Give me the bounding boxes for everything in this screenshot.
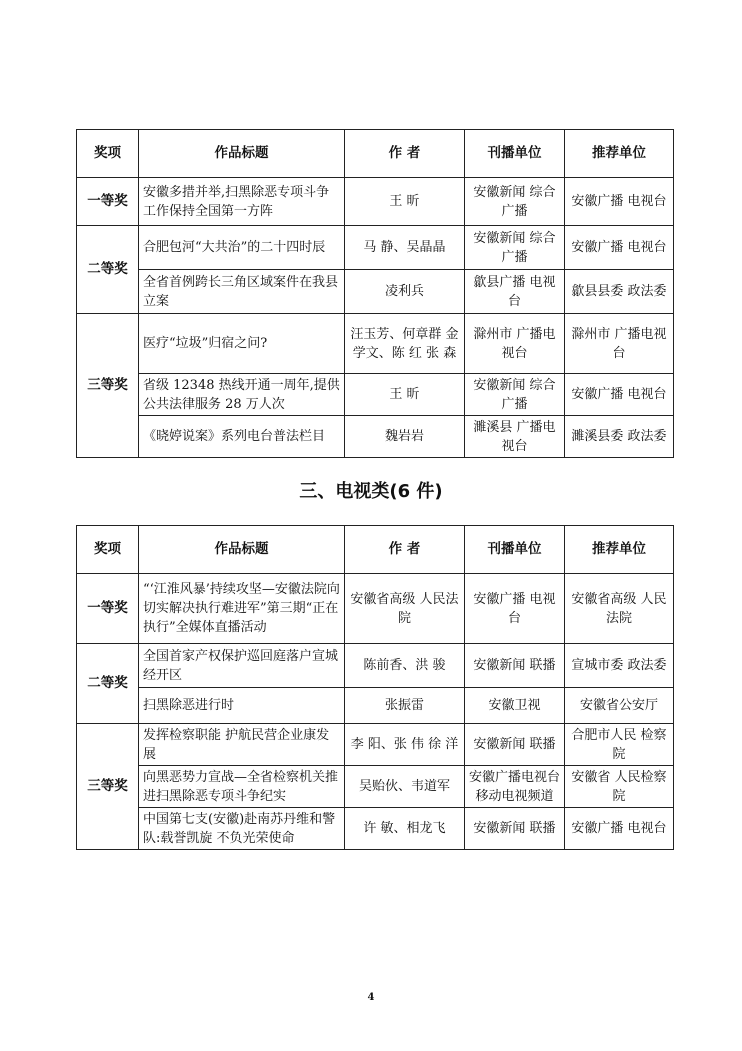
recommender: 安徽广播 电视台 bbox=[565, 226, 674, 270]
recommender: 安徽省 人民检察院 bbox=[565, 766, 674, 808]
author: 魏岩岩 bbox=[345, 416, 465, 458]
award-level-first: 一等奖 bbox=[77, 178, 139, 226]
author: 汪玉芳、何章群 金学文、陈 红 张 森 bbox=[345, 314, 465, 374]
header-broadcaster: 刊播单位 bbox=[465, 526, 565, 574]
broadcaster: 安徽新闻 联播 bbox=[465, 808, 565, 850]
award-level-second: 二等奖 bbox=[77, 644, 139, 724]
table-row bbox=[77, 226, 674, 270]
table-row bbox=[77, 644, 674, 688]
broadcaster: 滁州市 广播电视台 bbox=[465, 314, 565, 374]
header-author: 作 者 bbox=[345, 526, 465, 574]
work-title: 医疗“垃圾”归宿之问? bbox=[139, 314, 345, 374]
table-row bbox=[77, 270, 674, 314]
table-row bbox=[77, 808, 674, 850]
author: 李 阳、张 伟 徐 洋 bbox=[345, 724, 465, 766]
author: 吴贻伙、韦道军 bbox=[345, 766, 465, 808]
author: 安徽省高级 人民法院 bbox=[345, 574, 465, 644]
section-title: 三、电视类(6 件) bbox=[299, 481, 443, 502]
table-header-row bbox=[77, 130, 674, 178]
tv-awards-table bbox=[76, 525, 674, 850]
table-row bbox=[77, 688, 674, 724]
recommender: 安徽省高级 人民法院 bbox=[565, 574, 674, 644]
page-number: 4 bbox=[367, 992, 375, 1003]
author: 王 昕 bbox=[345, 178, 465, 226]
work-title: 省级 12348 热线开通一周年,提供公共法律服务 28 万人次 bbox=[139, 374, 345, 416]
header-level: 奖项 bbox=[77, 130, 139, 178]
work-title: 《晓婷说案》系列电台普法栏目 bbox=[139, 416, 345, 458]
work-title: 全国首家产权保护巡回庭落户宣城经开区 bbox=[139, 644, 345, 688]
broadcaster: 濉溪县 广播电视台 bbox=[465, 416, 565, 458]
broadcaster: 安徽新闻 联播 bbox=[465, 644, 565, 688]
table-row bbox=[77, 416, 674, 458]
recommender: 歙县县委 政法委 bbox=[565, 270, 674, 314]
work-title: 扫黑除恶进行时 bbox=[139, 688, 345, 724]
author: 陈前香、洪 骏 bbox=[345, 644, 465, 688]
recommender: 合肥市人民 检察院 bbox=[565, 724, 674, 766]
recommender: 安徽广播 电视台 bbox=[565, 374, 674, 416]
work-title: 安徽多措并举,扫黑除恶专项斗争工作保持全国第一方阵 bbox=[139, 178, 345, 226]
broadcaster: 安徽广播 电视台 bbox=[465, 574, 565, 644]
radio-awards-table bbox=[76, 129, 674, 458]
header-title: 作品标题 bbox=[139, 526, 345, 574]
table-row bbox=[77, 766, 674, 808]
award-level-first: 一等奖 bbox=[77, 574, 139, 644]
award-level-third: 三等奖 bbox=[77, 724, 139, 850]
work-title: 全省首例跨长三角区域案件在我县立案 bbox=[139, 270, 345, 314]
header-recommender: 推荐单位 bbox=[565, 130, 674, 178]
broadcaster: 歙县广播 电视台 bbox=[465, 270, 565, 314]
work-title: 向黑恶势力宣战—全省检察机关推进扫黑除恶专项斗争纪实 bbox=[139, 766, 345, 808]
header-title: 作品标题 bbox=[139, 130, 345, 178]
header-author: 作 者 bbox=[345, 130, 465, 178]
author: 凌利兵 bbox=[345, 270, 465, 314]
award-level-third: 三等奖 bbox=[77, 314, 139, 458]
table-row bbox=[77, 574, 674, 644]
broadcaster: 安徽新闻 综合广播 bbox=[465, 178, 565, 226]
work-title: “‘江淮风暴’持续攻坚—安徽法院向切实解决执行难进军”第三期“正在执行”全媒体直播活动 bbox=[139, 574, 345, 644]
author: 马 静、吴晶晶 bbox=[345, 226, 465, 270]
broadcaster: 安徽新闻 联播 bbox=[465, 724, 565, 766]
broadcaster: 安徽卫视 bbox=[465, 688, 565, 724]
header-broadcaster: 刊播单位 bbox=[465, 130, 565, 178]
recommender: 安徽广播 电视台 bbox=[565, 178, 674, 226]
award-level-second: 二等奖 bbox=[77, 226, 139, 314]
recommender: 濉溪县委 政法委 bbox=[565, 416, 674, 458]
recommender: 滁州市 广播电视台 bbox=[565, 314, 674, 374]
table-row bbox=[77, 374, 674, 416]
broadcaster: 安徽新闻 综合广播 bbox=[465, 226, 565, 270]
author: 张振雷 bbox=[345, 688, 465, 724]
table-row bbox=[77, 314, 674, 374]
author: 王 昕 bbox=[345, 374, 465, 416]
work-title: 中国第七支(安徽)赴南苏丹维和警队:载誉凯旋 不负光荣使命 bbox=[139, 808, 345, 850]
recommender: 安徽省公安厅 bbox=[565, 688, 674, 724]
work-title: 发挥检察职能 护航民营企业康发展 bbox=[139, 724, 345, 766]
author: 许 敏、相龙飞 bbox=[345, 808, 465, 850]
work-title: 合肥包河“大共治”的二十四时辰 bbox=[139, 226, 345, 270]
recommender: 安徽广播 电视台 bbox=[565, 808, 674, 850]
header-recommender: 推荐单位 bbox=[565, 526, 674, 574]
broadcaster: 安徽新闻 综合广播 bbox=[465, 374, 565, 416]
table-row bbox=[77, 178, 674, 226]
recommender: 宣城市委 政法委 bbox=[565, 644, 674, 688]
table-header-row bbox=[77, 526, 674, 574]
broadcaster: 安徽广播电视台 移动电视频道 bbox=[465, 766, 565, 808]
header-level: 奖项 bbox=[77, 526, 139, 574]
table-row bbox=[77, 724, 674, 766]
